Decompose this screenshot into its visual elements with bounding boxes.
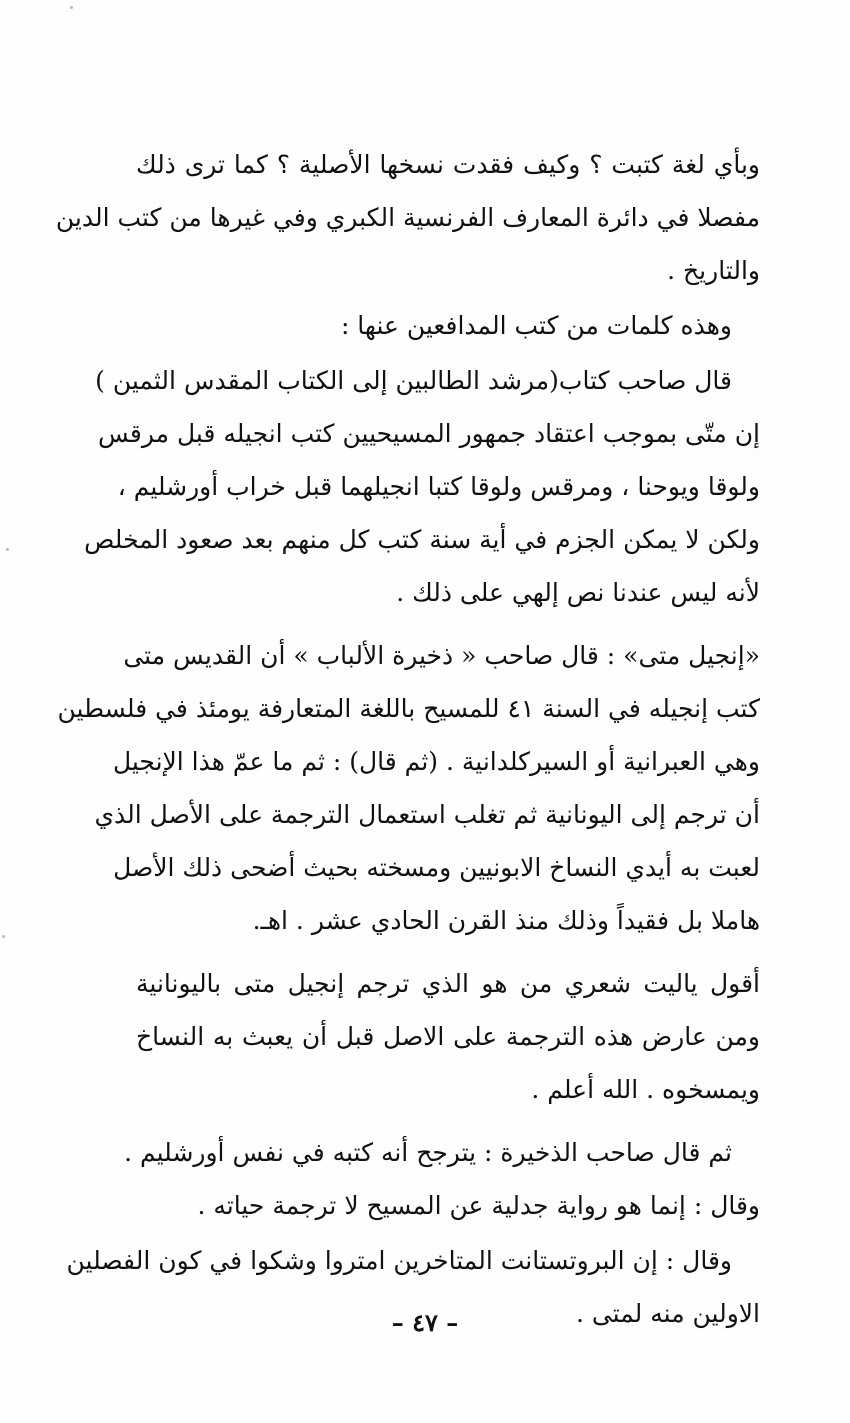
paragraph-5: [136, 957, 760, 1116]
text-line: لأنه ليس عندنا نص إلهي على ذلك .: [396, 578, 760, 607]
text-line: كتب إنجيله في السنة ٤١ للمسيح باللغة المتعارفة يومئذ في فلسطين: [57, 694, 760, 723]
text-line: ويمسخوه . الله أعلم .: [531, 1075, 760, 1104]
text-line: وقال : إن البروتستانت المتاخرين امتروا وشكوا في كون الفصلين: [66, 1246, 732, 1275]
paragraph-4: [57, 629, 760, 947]
text-line: ولوقا ويوحنا ، ومرقس ولوقا كتبا انجيلهما قبل خراب أورشليم ،: [117, 472, 760, 501]
text-line: ومن عارض هذه الترجمة على الاصل قبل أن يعبث به النساخ: [136, 1022, 760, 1051]
text-line: ثم قال صاحب الذخيرة : يترجح أنه كتبه في نفس أورشليم .: [124, 1138, 732, 1167]
text-line: وبأي لغة كتبت ؟ وكيف فقدت نسخها الأصلية ؟ كما ترى ذلك: [136, 150, 760, 179]
text-line: أقول ياليت شعري من هو الذي ترجم إنجيل متى باليونانية: [136, 969, 760, 998]
text-line: مفصلا في دائرة المعارف الفرنسية الكبري وفي غيرها من كتب الدين: [55, 203, 760, 232]
page-number: – ٤٧ –: [391, 1308, 459, 1337]
text-line: «إنجيل متى» : قال صاحب « ذخيرة الألباب » أن القديس متى: [123, 641, 760, 670]
text-line: الاولين منه لمتى .: [575, 1299, 760, 1328]
paragraph-1: [55, 138, 760, 297]
text-line: قال صاحب كتاب(مرشد الطالبين إلى الكتاب المقدس الثمين ): [95, 366, 732, 395]
text-line: أن ترجم إلى اليونانية ثم تغلب استعمال الترجمة على الأصل الذي: [94, 800, 760, 829]
text-line: والتاريخ .: [667, 256, 760, 285]
text-line: وقال : إنما هو رواية جدلية عن المسيح لا ترجمة حياته .: [197, 1191, 760, 1220]
scan-speck: [70, 6, 73, 9]
body-text: [55, 138, 760, 1340]
text-line: هاملا بل فقيداً وذلك منذ القرن الحادي عشر . اهـ.: [252, 906, 760, 935]
text-line: إن متّى بموجب اعتقاد جمهور المسيحيين كتب انجيله قبل مرقس: [98, 419, 760, 448]
scan-speck: [2, 935, 5, 938]
scan-speck: [6, 548, 9, 551]
text-line: ولكن لا يمكن الجزم في أية سنة كتب كل منهم بعد صعود المخلص: [84, 525, 760, 554]
text-line: وهي العبرانية أو السيركلدانية . (ثم قال) : ثم ما عمّ هذا الإنجيل: [112, 747, 760, 776]
paragraph-6: [124, 1126, 760, 1232]
text-line: وهذه كلمات من كتب المدافعين عنها :: [340, 311, 732, 340]
paragraph-2: [136, 299, 760, 352]
text-line: لعبت به أيدي النساخ الابونيين ومسخته بحيث أضحى ذلك الأصل: [113, 853, 760, 882]
paragraph-3: [84, 354, 760, 619]
